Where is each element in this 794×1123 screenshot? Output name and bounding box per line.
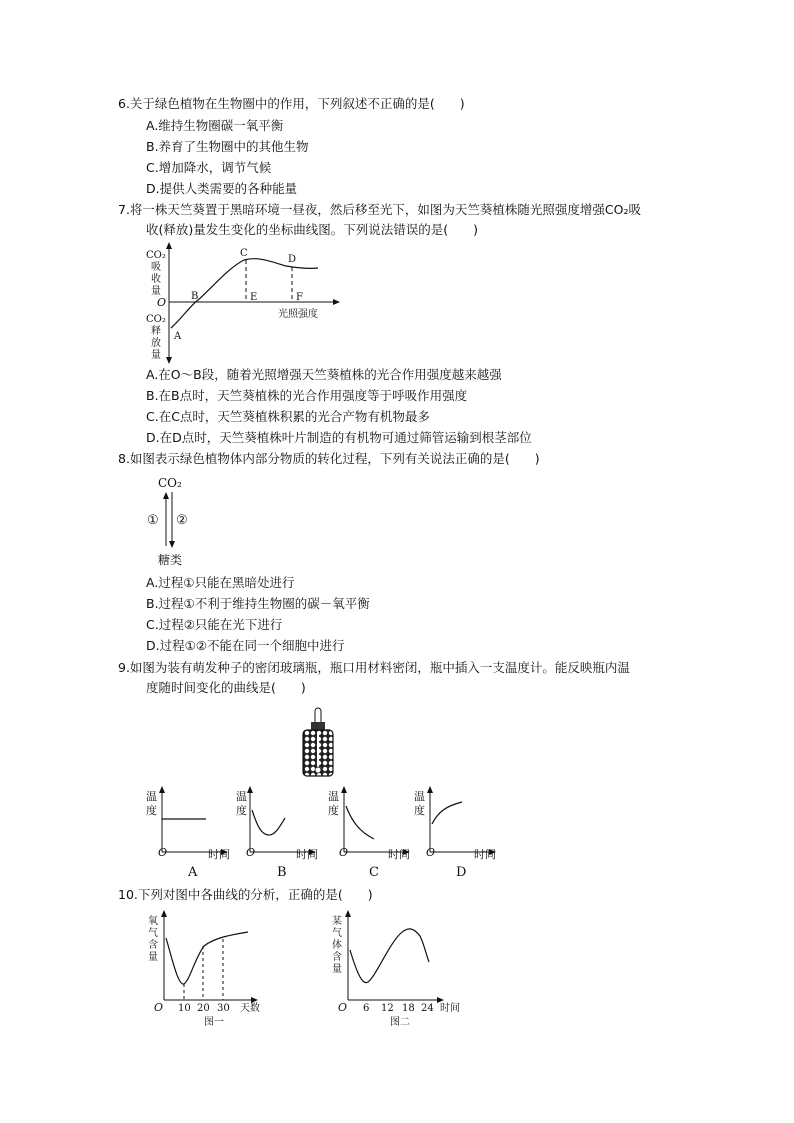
q10-fig2-tick-24: 24: [421, 1003, 434, 1014]
q7-stem-line1: 7.将一株天竺葵置于黑暗环境一昼夜，然后移至光下，如图为天竺葵植株随光照强度增强CO₂吸: [118, 202, 642, 217]
q6-option-b: B.养育了生物圈中的其他生物: [146, 139, 309, 154]
q10-stem: 10.下列对图中各曲线的分析，正确的是( ): [118, 887, 373, 902]
q9-b-origin: O: [246, 846, 256, 859]
q7-ylabel-top-1: CO₂: [146, 250, 166, 261]
q9-stem-line1: 9.如图为装有萌发种子的密闭玻璃瓶，瓶口用材料密闭，瓶中插入一支温度计。能反映瓶内温: [118, 660, 630, 675]
q10-fig1-ylabel-3: 含: [148, 940, 158, 951]
q8-option-a: A.过程①只能在黑暗处进行: [146, 575, 295, 590]
q7-ylabel-top-4: 量: [151, 286, 161, 297]
q9-c-ylabel-2: 度: [328, 804, 339, 817]
q10-fig1-ylabel-4: 量: [148, 952, 158, 963]
q7-ylabel-top-2: 吸: [151, 262, 161, 273]
q8-conversion-diagram: [140, 472, 210, 570]
q10-fig1-origin: O: [154, 1001, 164, 1014]
q7-point-e: E: [250, 292, 258, 303]
q8-stem: 8.如图表示绿色植物体内部分物质的转化过程，下列有关说法正确的是( ): [118, 451, 540, 466]
q10-figure-two: [326, 908, 476, 1030]
q9-d-ylabel-2: 度: [414, 804, 425, 817]
q6-option-c: C.增加降水，调节气候: [146, 160, 272, 175]
q8-option-b: B.过程①不利于维持生物圈的碳－氧平衡: [146, 596, 370, 611]
q7-co2-light-graph: [140, 242, 350, 364]
q10-fig2-tick-12: 12: [381, 1003, 394, 1014]
q8-option-d: D.过程①②不能在同一个细胞中进行: [146, 638, 345, 653]
q8-mark-1: ①: [147, 513, 159, 528]
q9-graph-a: [146, 786, 230, 880]
q7-ylabel-bottom-1: CO₂: [146, 314, 166, 325]
q9-c-ylabel-1: 温: [328, 790, 339, 803]
q10-fig1-ylabel-1: 氧: [148, 916, 158, 927]
q7-option-d: D.在D点时，天竺葵植株叶片制造的有机物可通过筛管运输到根茎部位: [146, 430, 532, 445]
q9-graph-b: [236, 786, 318, 880]
q6-option-d: D.提供人类需要的各种能量: [146, 181, 298, 196]
q7-ylabel-top-3: 收: [151, 274, 161, 285]
q9-d-ylabel-1: 温: [414, 790, 425, 803]
q10-fig2-ylabel-5: 量: [332, 964, 342, 975]
q8-co2-label: CO₂: [158, 476, 182, 490]
q10-fig2-ylabel-1: 某: [332, 916, 342, 927]
q6-stem: 6.关于绿色植物在生物圈中的作用，下列叙述不正确的是( ): [118, 96, 465, 111]
q10-figure-one: [140, 908, 280, 1030]
q9-d-origin: O: [426, 846, 436, 859]
q9-a-ylabel-1: 温: [146, 790, 157, 803]
q7-option-b: B.在B点时，天竺葵植株的光合作用强度等于呼吸作用强度: [146, 388, 468, 403]
q7-stem-line2: 收(释放)量发生变化的坐标曲线图。下列说法错误的是( ): [146, 222, 479, 237]
q7-point-f: F: [296, 292, 303, 303]
q10-fig2-tick-18: 18: [402, 1003, 415, 1014]
q10-fig1-xlabel: 天数: [240, 1003, 260, 1014]
q9-graph-d: [414, 786, 496, 880]
q9-b-xlabel: 时间: [296, 848, 318, 861]
q10-fig2-tick-6: 6: [363, 1003, 370, 1014]
q8-sugar-label: 糖类: [158, 553, 183, 567]
q9-a-letter: A: [188, 865, 198, 880]
q9-c-letter: C: [369, 865, 379, 880]
q10-fig1-tick-10: 10: [178, 1003, 191, 1014]
q7-origin: O: [157, 296, 167, 309]
q9-b-ylabel-2: 度: [236, 804, 247, 817]
q7-point-a: A: [174, 331, 182, 342]
q8-mark-2: ②: [176, 513, 188, 528]
q7-option-a: A.在O～B段，随着光照增强天竺葵植株的光合作用强度越来越强: [146, 367, 502, 382]
q7-point-d: D: [288, 254, 297, 265]
q10-fig1-caption: 图一: [204, 1017, 224, 1028]
q9-c-origin: O: [339, 846, 349, 859]
q7-point-b: B: [191, 291, 199, 302]
q10-fig2-ylabel-2: 气: [332, 928, 342, 939]
q9-answer-graphs: [140, 782, 520, 882]
q7-option-c: C.在C点时，天竺葵植株积累的光合产物有机物最多: [146, 409, 430, 424]
q7-ylabel-bottom-2: 释: [151, 326, 161, 337]
q10-fig1-ylabel-2: 气: [148, 928, 158, 939]
q10-fig2-xlabel: 时间: [440, 1003, 460, 1014]
q10-fig1-tick-20: 20: [197, 1003, 210, 1014]
q7-point-c: C: [240, 248, 248, 259]
sealed-bottle-thermometer-icon: [298, 706, 338, 778]
q9-b-letter: B: [277, 865, 287, 880]
q7-ylabel-bottom-3: 放: [151, 338, 161, 349]
q9-a-xlabel: 时间: [208, 848, 230, 861]
q10-fig2-caption: 图二: [390, 1017, 410, 1028]
q7-ylabel-bottom-4: 量: [151, 350, 161, 361]
q9-c-xlabel: 时间: [388, 848, 410, 861]
q10-fig2-origin: O: [338, 1001, 348, 1014]
q9-graph-c: [328, 786, 410, 880]
q9-d-letter: D: [456, 865, 467, 880]
q10-fig1-tick-30: 30: [217, 1003, 230, 1014]
q9-b-ylabel-1: 温: [236, 790, 247, 803]
q6-option-a: A.维持生物圈碳一氧平衡: [146, 118, 284, 133]
q10-fig2-ylabel-4: 含: [332, 952, 342, 963]
q10-fig2-ylabel-3: 体: [332, 940, 342, 951]
q9-d-xlabel: 时间: [474, 848, 496, 861]
q9-a-origin: O: [158, 846, 168, 859]
q9-stem-line2: 度随时间变化的曲线是( ): [146, 680, 306, 695]
q9-a-ylabel-2: 度: [146, 804, 157, 817]
q7-xlabel: 光照强度: [278, 309, 318, 320]
q8-option-c: C.过程②只能在光下进行: [146, 617, 283, 632]
